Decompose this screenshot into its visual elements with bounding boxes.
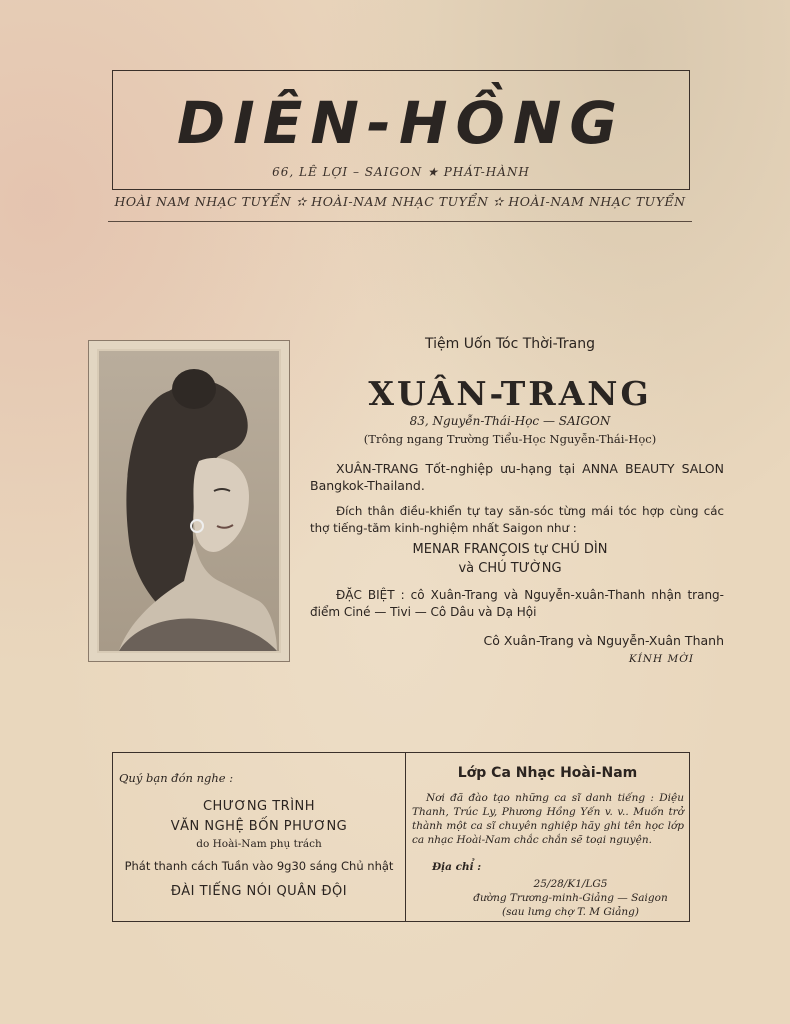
portrait-photo [88,340,290,662]
banner-rule [108,221,692,222]
radio-schedule: Phát thanh cách Tuần vào 9g30 sáng Chủ nhật [124,859,394,873]
ad-stylist-1: MENAR FRANÇOIS tự CHÚ DÌN [412,542,608,557]
ad-stylist-2: và CHÚ TƯỜNG [458,561,562,576]
radio-program-title [113,797,405,837]
music-class-address-line-2: đường Trương-minh-Giảng — Saigon [473,892,668,904]
ad-kicker: Tiệm Uốn Tóc Thời-Trang [425,336,595,352]
music-class-title: Lớp Ca Nhạc Hoài-Nam [457,765,638,781]
ad-paragraph-special: ĐẶC BIỆT : cô Xuân-Trang và Nguyễn-xuân-Thanh nhận trang-điểm Ciné — Tivi — Cô Dâu và Dạ Hội [310,588,724,619]
ad-paragraph-service: Đích thân điều-khiển tự tay săn-sóc từng mái tóc hợp cùng các thợ tiếng-tăm kinh-nghiệm nhất Saigon như : [310,504,724,535]
masthead-banner: HOÀI NAM NHẠC TUYỂN ✫ HOÀI-NAM NHẠC TUYỂN ✫ HOÀI-NAM NHẠC TUYỂN [114,194,686,209]
music-class-description: Nơi đã đào tạo những ca sĩ danh tiếng : Diệu Thanh, Trúc Ly, Phương Hồng Yến v. v.. Muốn trở thành một ca sĩ chuyên nghiệp hãy ghi tên học lớp ca nhạc Hoài-Nam chắc chắn sẽ toại nguyện. [412,792,684,846]
radio-station: ĐÀI TIẾNG NÓI QUÂN ĐỘI [170,884,348,899]
bottom-announcement-box [112,752,690,922]
music-class-panel [406,753,689,921]
music-class-address-label: Địa chỉ : [432,861,482,873]
radio-host: do Hoài-Nam phụ trách [196,838,322,850]
portrait-image [99,351,279,651]
music-class-address-line-1: 25/28/K1/LG5 [533,878,608,890]
ad-signature: Cô Xuân-Trang và Nguyễn-Xuân Thanh [483,633,724,648]
ad-address: 83, Nguyễn-Thái-Học — SAIGON [409,414,611,428]
music-class-address [462,877,679,919]
radio-program-panel [113,753,405,921]
ad-stylists [300,540,720,578]
masthead-subtitle: 66, LÊ LỢI – SAIGON ★ PHÁT-HÀNH [272,165,530,179]
music-class-address-line-3: (sau lưng chợ T. M Giảng) [502,906,639,918]
masthead-title: DIÊN-HỒNG [177,89,625,157]
ad-closing: KÍNH MỜI [628,653,694,665]
ad-paragraph-credentials: XUÂN-TRANG Tốt-nghiệp ưu-hạng tại ANNA BEAUTY SALON Bangkok-Thailand. [310,461,724,493]
radio-program-line-1: CHƯƠNG TRÌNH [202,799,316,814]
masthead-box [112,70,690,190]
ad-business-name: XUÂN-TRANG [368,374,652,413]
radio-invite: Quý bạn đón nghe : [119,771,234,785]
radio-program-line-2: VĂN NGHỆ BỐN PHƯƠNG [170,819,348,834]
ad-address-note: (Trông ngang Trường Tiểu-Học Nguyễn-Thái-Học) [363,432,657,446]
